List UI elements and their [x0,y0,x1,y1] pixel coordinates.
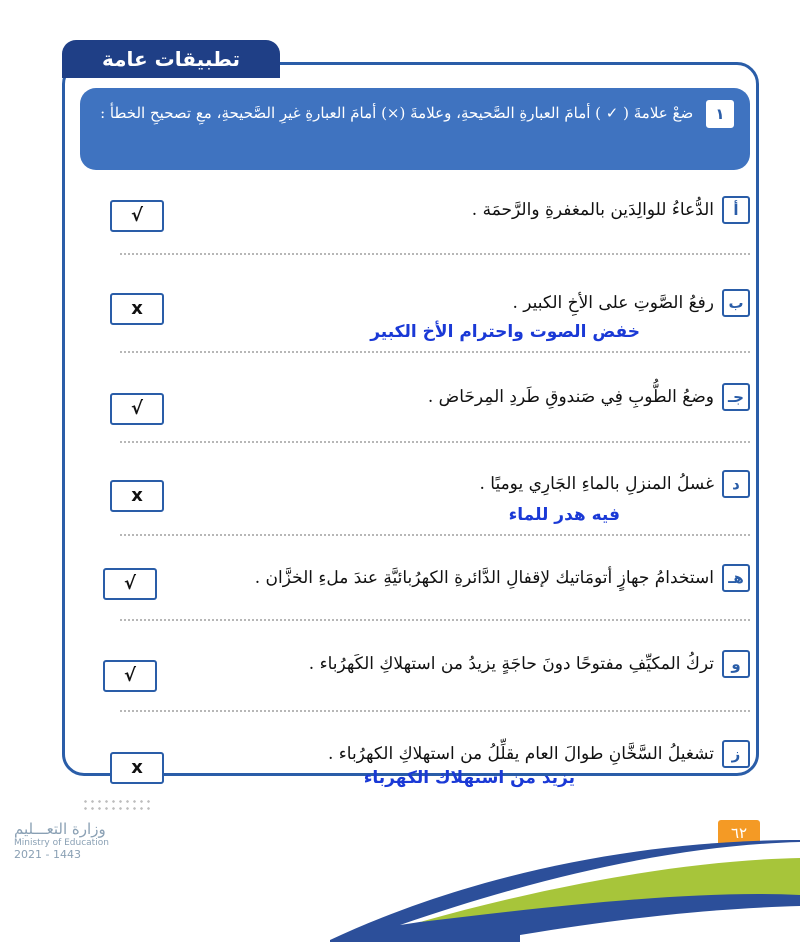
dotted-line [120,534,750,536]
list-item [80,383,750,419]
answer-box[interactable]: x [110,293,164,325]
item-statement: تركُ المكيِّفِ مفتوحًا دونَ حاجَةٍ يزيدُ من استهلاكِ الكَهرُباء . [308,654,714,674]
correction-text: فيه هدر للماء [508,505,620,525]
item-statement: استخدامُ جهازٍ أتومَاتيك لإقفالِ الدَّائرةِ الكهرُبائيَّةِ عندَ ملءِ الخزَّان . [254,568,714,588]
list-item [80,740,750,788]
item-letter: ب [722,289,750,317]
answer-box[interactable]: √ [103,568,157,600]
item-statement: رفعُ الصَّوتِ على الأخِ الكبير . [512,293,714,313]
item-letter: د [722,470,750,498]
item-letter: أ [722,196,750,224]
answer-box[interactable]: √ [103,660,157,692]
dotted-line [120,441,750,443]
list-item [80,564,750,592]
list-item [80,289,750,342]
list-item [80,196,750,224]
logo-arabic: وزارة التعـــليم [14,820,106,838]
answer-box[interactable]: x [110,480,164,512]
dotted-line [120,351,750,353]
correction-text: خفض الصوت واحترام الأخ الكبير [370,322,640,342]
answer-box[interactable]: √ [110,200,164,232]
decorative-swoosh [0,800,800,942]
question-number: ١ [706,100,734,128]
dotted-line [120,253,750,255]
item-statement: تشغيلُ السَّخَّانِ طوالَ العام يقلِّلُ من استهلاكِ الكهرُباء . [327,744,714,764]
dotted-line [120,619,750,621]
correction-text: يزيد من استهلاك الكهرباء [363,768,575,788]
page-number: ٦٢ [718,820,760,846]
logo-english: Ministry of Education [14,838,109,848]
dotted-line [120,710,750,712]
list-item [80,470,750,525]
question-text: ضعْ علامةَ ( ✓ ) أمامَ العبارةِ الصَّحيحةِ، وعلامةَ (×) أمامَ العبارةِ غيرِ الصَّحيحةِ، معِ تصحيحِ الخطأ : [100,104,694,122]
item-statement: وضعُ الطُّوبِ فِي صَندوقِ طَردِ المِرحَاض . [427,387,714,407]
section-title: تطبيقات عامة [62,40,280,78]
item-letter: هـ [722,564,750,592]
item-letter: جـ [722,383,750,411]
answer-box[interactable]: √ [110,393,164,425]
item-letter: ز [722,740,750,768]
list-item [80,650,750,686]
item-statement: الدُّعاءُ للوالِدَين بالمغفرةِ والرَّحمَة . [471,200,714,220]
item-statement: غسلُ المنزلِ بالماءِ الجَارِي يوميًا . [479,474,714,494]
question-box [80,88,750,170]
answer-box[interactable]: x [110,752,164,784]
logo-year: 2021 - 1443 [14,848,81,861]
item-letter: و [722,650,750,678]
